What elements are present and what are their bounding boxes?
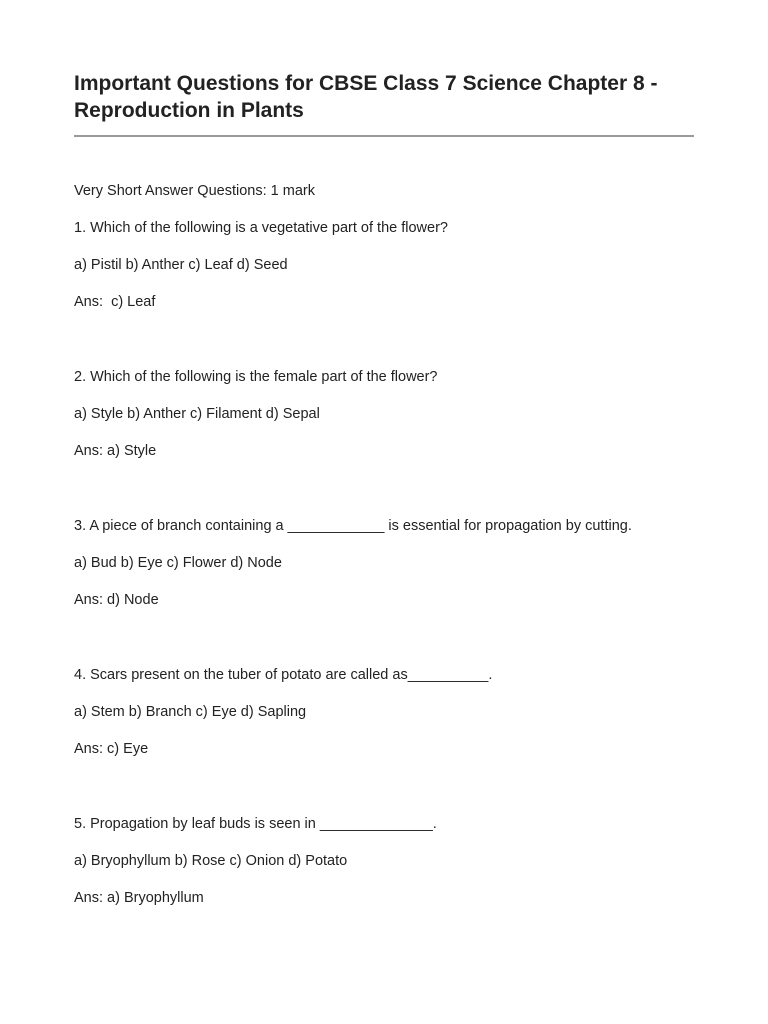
title-divider bbox=[74, 135, 694, 137]
question-options: a) Stem b) Branch c) Eye d) Sapling bbox=[74, 704, 307, 720]
section-label: Very Short Answer Questions: 1 mark bbox=[74, 183, 315, 199]
document-page bbox=[74, 70, 694, 906]
question-answer: Ans: a) Style bbox=[74, 443, 157, 459]
question-options: a) Bryophyllum b) Rose c) Onion d) Potato bbox=[74, 853, 348, 869]
question-text: 4. Scars present on the tuber of potato are called as__________. bbox=[74, 667, 493, 683]
question-options: a) Pistil b) Anther c) Leaf d) Seed bbox=[74, 257, 288, 273]
question-answer: Ans: c) Leaf bbox=[74, 294, 156, 310]
question-text: 5. Propagation by leaf buds is seen in ______________. bbox=[74, 816, 437, 832]
question-answer: Ans: a) Bryophyllum bbox=[74, 890, 204, 906]
question-text: 1. Which of the following is a vegetative part of the flower? bbox=[74, 220, 448, 236]
question-answer: Ans: c) Eye bbox=[74, 741, 149, 757]
page-title: Important Questions for CBSE Class 7 Science Chapter 8 - Reproduction in Plants bbox=[74, 72, 658, 122]
question-answer: Ans: d) Node bbox=[74, 592, 159, 608]
question-options: a) Bud b) Eye c) Flower d) Node bbox=[74, 555, 282, 571]
question-options: a) Style b) Anther c) Filament d) Sepal bbox=[74, 406, 320, 422]
question-text: 3. A piece of branch containing a ____________ is essential for propagation by cutting. bbox=[74, 518, 632, 534]
question-text: 2. Which of the following is the female part of the flower? bbox=[74, 369, 438, 385]
